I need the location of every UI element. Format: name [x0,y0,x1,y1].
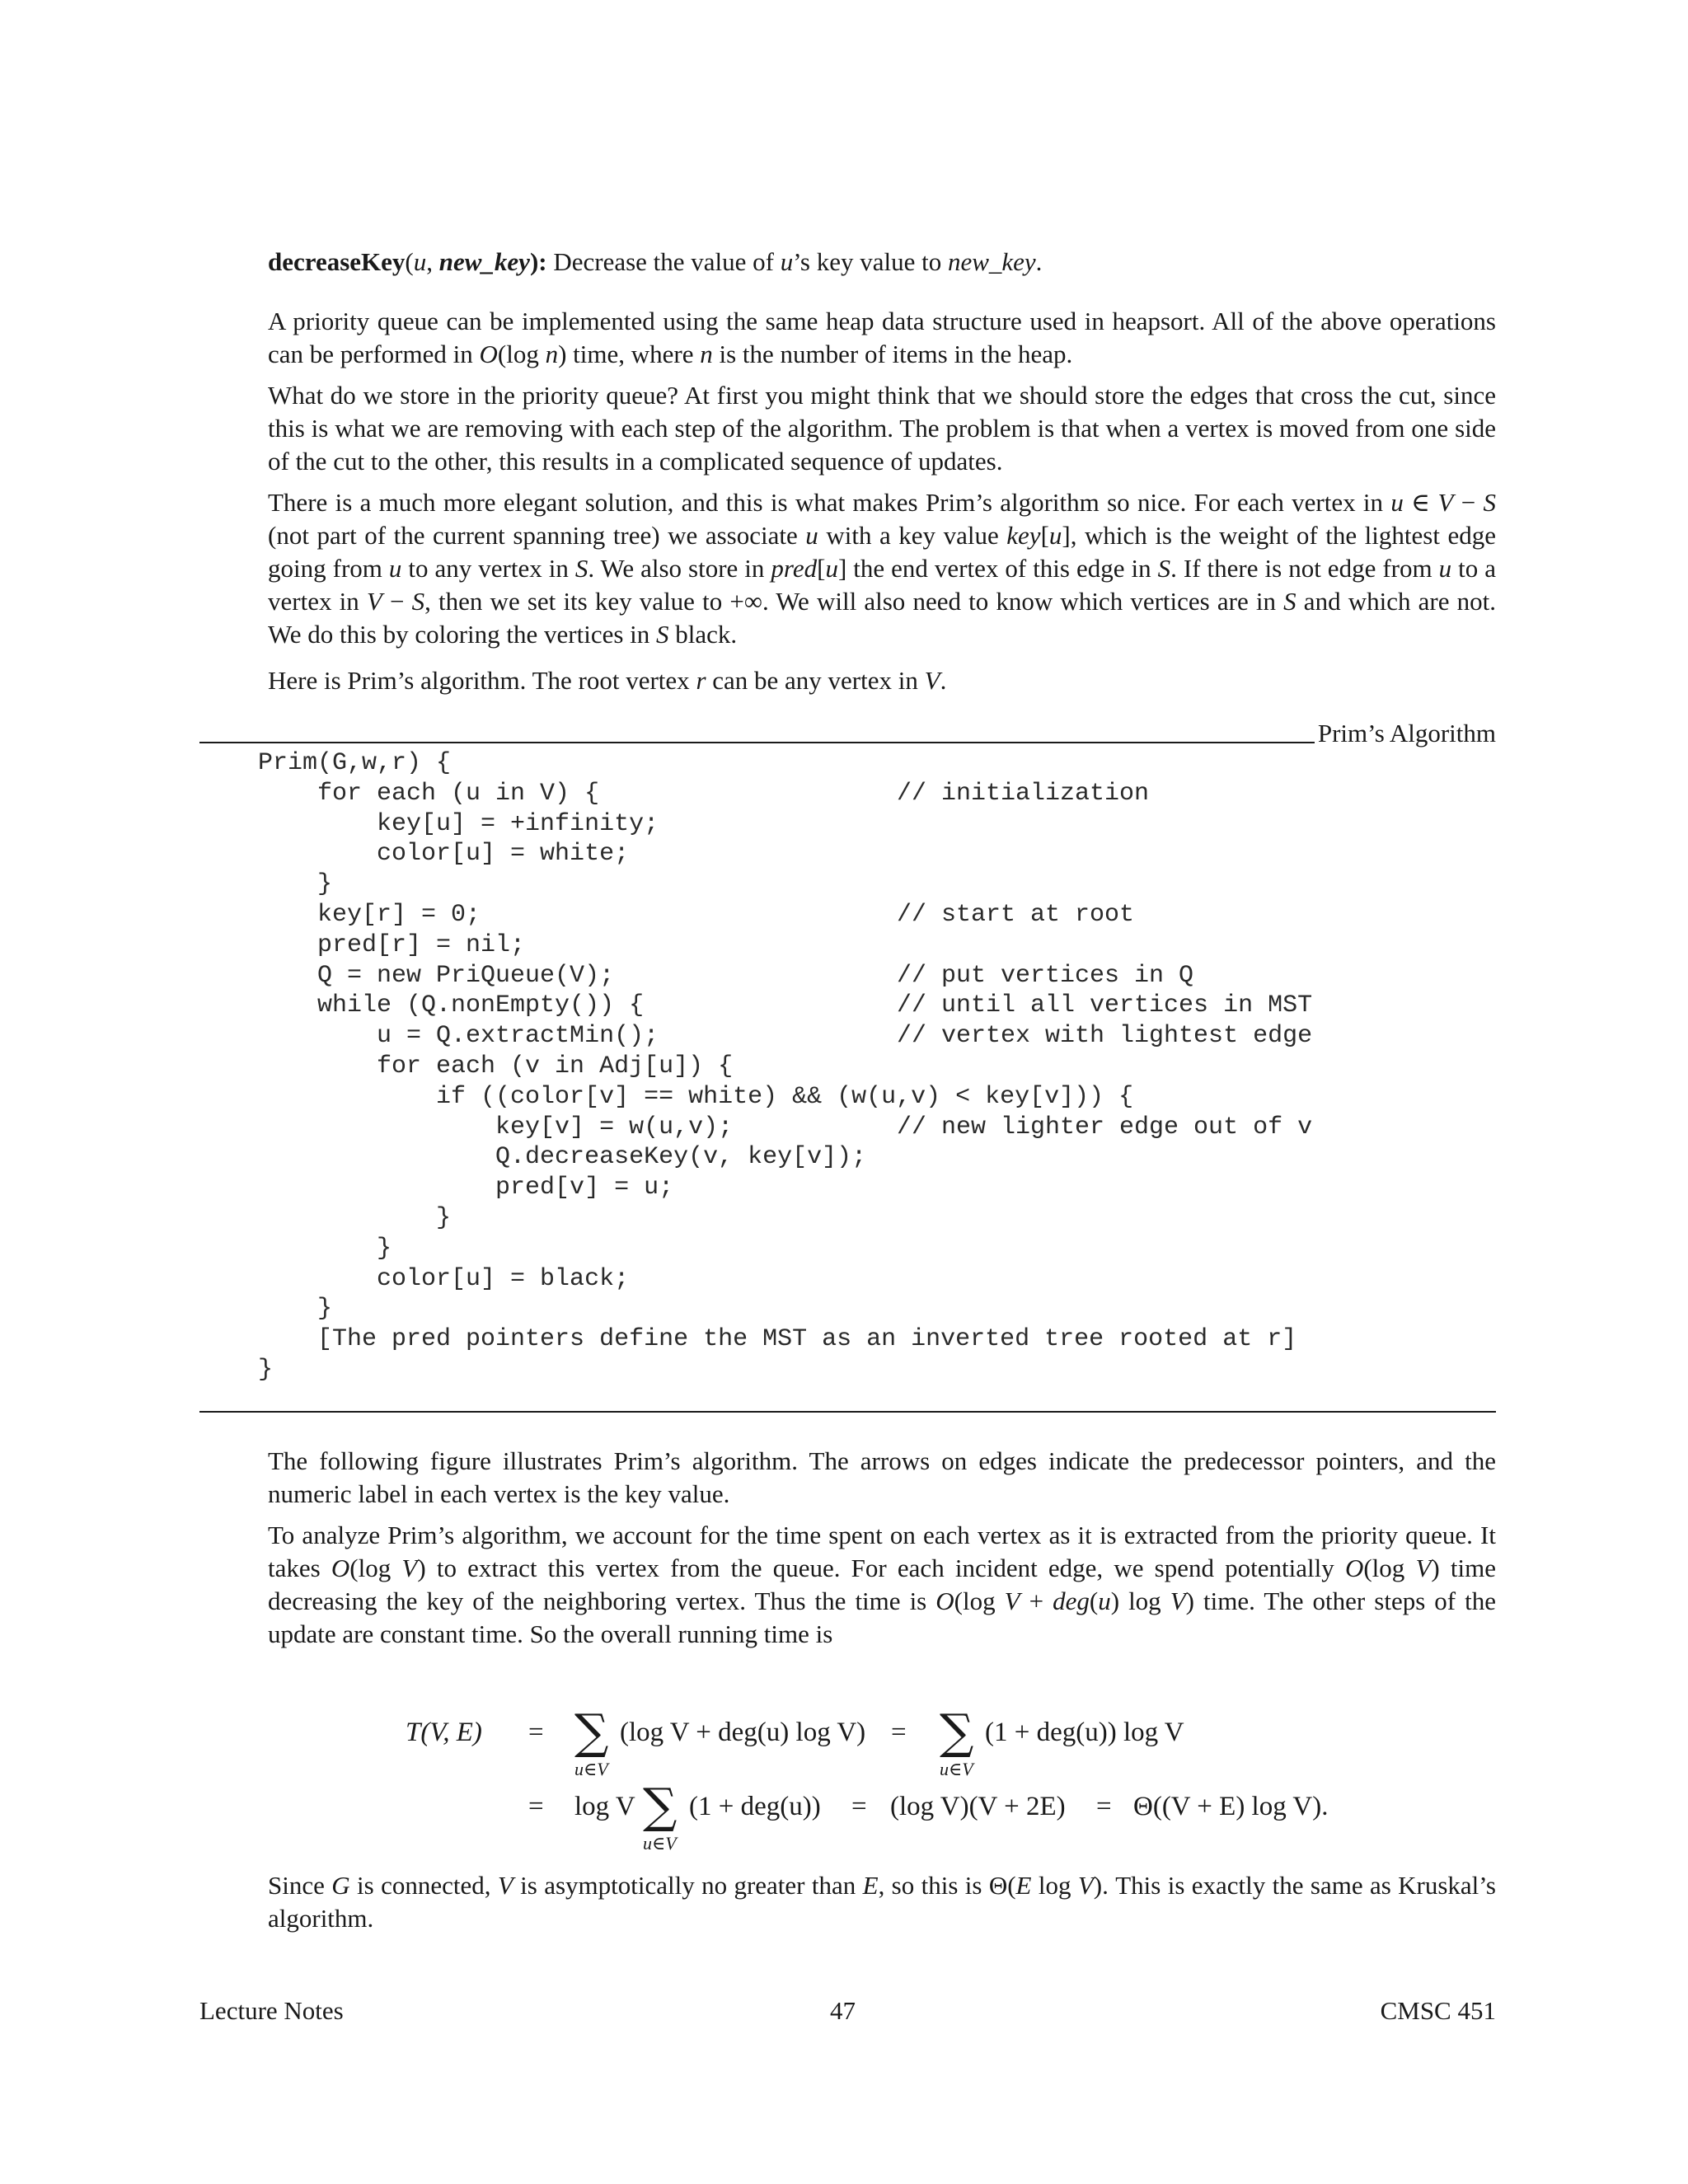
code-text: } [258,1355,274,1384]
code-line [258,1021,1313,1052]
code-text: for each (u in V) { [258,779,600,808]
code-line [258,1203,1296,1234]
code-line [258,1113,1313,1143]
operation-name: decreaseKey [268,247,406,276]
code-line [258,1142,1296,1173]
code-text: while (Q.nonEmpty()) { [258,991,645,1020]
eq-term-1: (log V + deg(u) log V) [620,1718,866,1747]
code-line [258,779,1296,809]
paragraph-elegant-solution: There is a much more elegant solution, and this is what makes Prim’s algorithm so nice. For each vertex in u ∈ V − S (not part of the current spanning tree) we associate u with a key value key[u], which is the weight of the lightest edge going from u to any vertex in S. We also store in pred[u] the end vertex of this edge in S. If there is not edge from u to a vertex in V − S, then we set its key value to +∞. We will also need to know which vertices are in S and which are not. We do this by coloring the vertices in S black. [268,488,1497,649]
code-line [258,930,1296,961]
eq-equals-5: = [1096,1792,1112,1821]
code-line [258,839,1296,869]
code-line [258,1324,1296,1355]
code-text: color[u] = black; [258,1264,630,1293]
code-text: for each (v in Adj[u]) { [258,1052,734,1080]
code-line [258,1052,1296,1082]
footer-left: Lecture Notes [199,1996,344,2025]
code-text: if ((color[v] == white) && (w(u,v) < key[v])) { [258,1082,1134,1111]
eq-equals-4: = [851,1792,867,1821]
running-time-equation [0,1698,1688,1854]
code-text: color[u] = white; [258,840,630,869]
paragraph-analysis: To analyze Prim’s algorithm, we account for the time spent on each vertex as it is extracted from the priority queue. It takes O(log V) to extract this vertex from the queue. For each incident edge, we spend potentially O(log V) time decreasing the key of the neighboring vertex. Thus the time is O(log V + deg(u) log V) time. The other steps of the update are constant time. So the overall running time is [268,1521,1497,1648]
code-line [258,1264,1296,1295]
code-line [258,809,1296,840]
code-line [258,1173,1296,1203]
code-text: Q = new PriQueue(V); [258,961,615,990]
code-text: [The pred pointers define the MST as an inverted tree rooted at r] [258,1325,1297,1354]
algorithm-caption: Prim’s Algorithm [1315,717,1496,750]
code-line [258,961,1296,991]
paragraph-algorithm-intro: Here is Prim’s algorithm. The root vertex r can be any vertex in V. [268,666,947,695]
code-text: } [258,1234,392,1263]
code-text: key[v] = w(u,v); [258,1113,734,1141]
sum-symbol-2: ∑ [940,1704,974,1760]
eq-term-3b: (1 + deg(u)) [689,1792,821,1821]
algorithm-bottom-rule [199,1411,1496,1413]
code-text: } [258,1203,452,1232]
code-text: Prim(G,w,r) { [258,749,452,777]
code-line [258,869,1296,900]
code-text: key[u] = +infinity; [258,809,659,838]
paragraph-conclusion: Since G is connected, V is asymptotically no greater than E, so this is Θ(E log V). This is exactly the same as Kruskal’s algorithm. [268,1871,1496,1933]
code-text: pred[v] = u; [258,1174,674,1202]
eq-lhs: T(V, E) [406,1718,482,1747]
paragraph-priority-queue: A priority queue can be implemented using the same heap data structure used in heapsort. All of the above operations can be performed in O(log n) time, where n is the number of items in the heap. [268,307,1496,368]
code-line [258,1294,1296,1324]
footer-right: CMSC 451 [1380,1996,1496,2025]
sum-subscript-2: u∈V [940,1759,973,1779]
algorithm-code [258,748,1313,1385]
code-text: Q.decreaseKey(v, key[v]); [258,1143,867,1172]
algorithm-top-rule [199,742,1496,743]
operation-definition: decreaseKey(u, new_key): Decrease the value of u’s key value to new_key. [268,247,1043,276]
eq-equals-2: = [891,1718,907,1747]
code-line [258,1234,1296,1264]
code-comment: // start at root [897,900,1135,929]
code-line [258,991,1313,1021]
code-text: pred[r] = nil; [258,930,526,959]
eq-term-3a: log V [574,1792,635,1821]
code-text: } [258,870,333,899]
code-text: key[r] = 0; [258,900,481,929]
code-comment: // vertex with lightest edge [897,1022,1313,1051]
code-comment: // initialization [897,779,1150,808]
code-text: } [258,1295,333,1324]
code-line [258,748,1296,779]
code-comment: // put vertices in Q [897,961,1194,990]
page-number: 47 [830,1996,856,2025]
eq-equals-1: = [528,1718,544,1747]
sum-subscript-1: u∈V [574,1759,608,1779]
code-line [258,1082,1296,1113]
code-comment: // until all vertices in MST [897,991,1313,1020]
sum-symbol-3: ∑ [643,1778,678,1834]
eq-term-5: Θ((V + E) log V). [1133,1792,1329,1821]
eq-term-2: (1 + deg(u)) log V [985,1718,1184,1747]
paragraph-what-to-store: What do we store in the priority queue? At first you might think that we should store the edges that cross the cut, since this is what we are removing with each step of the algorithm. The problem is that when a vertex is moved from one side of the cut to the other, this results in a complicated sequence of updates. [268,381,1496,476]
code-line [258,900,1296,930]
sum-subscript-3: u∈V [643,1833,677,1854]
code-line [258,1355,1296,1385]
eq-term-4: (log V)(V + 2E) [890,1792,1066,1821]
eq-equals-3: = [528,1792,544,1821]
sum-symbol-1: ∑ [574,1704,609,1760]
paragraph-figure-note: The following figure illustrates Prim’s algorithm. The arrows on edges indicate the predecessor pointers, and the numeric label in each vertex is the key value. [268,1446,1496,1508]
code-text: u = Q.extractMin(); [258,1022,659,1051]
code-comment: // new lighter edge out of v [897,1113,1313,1141]
